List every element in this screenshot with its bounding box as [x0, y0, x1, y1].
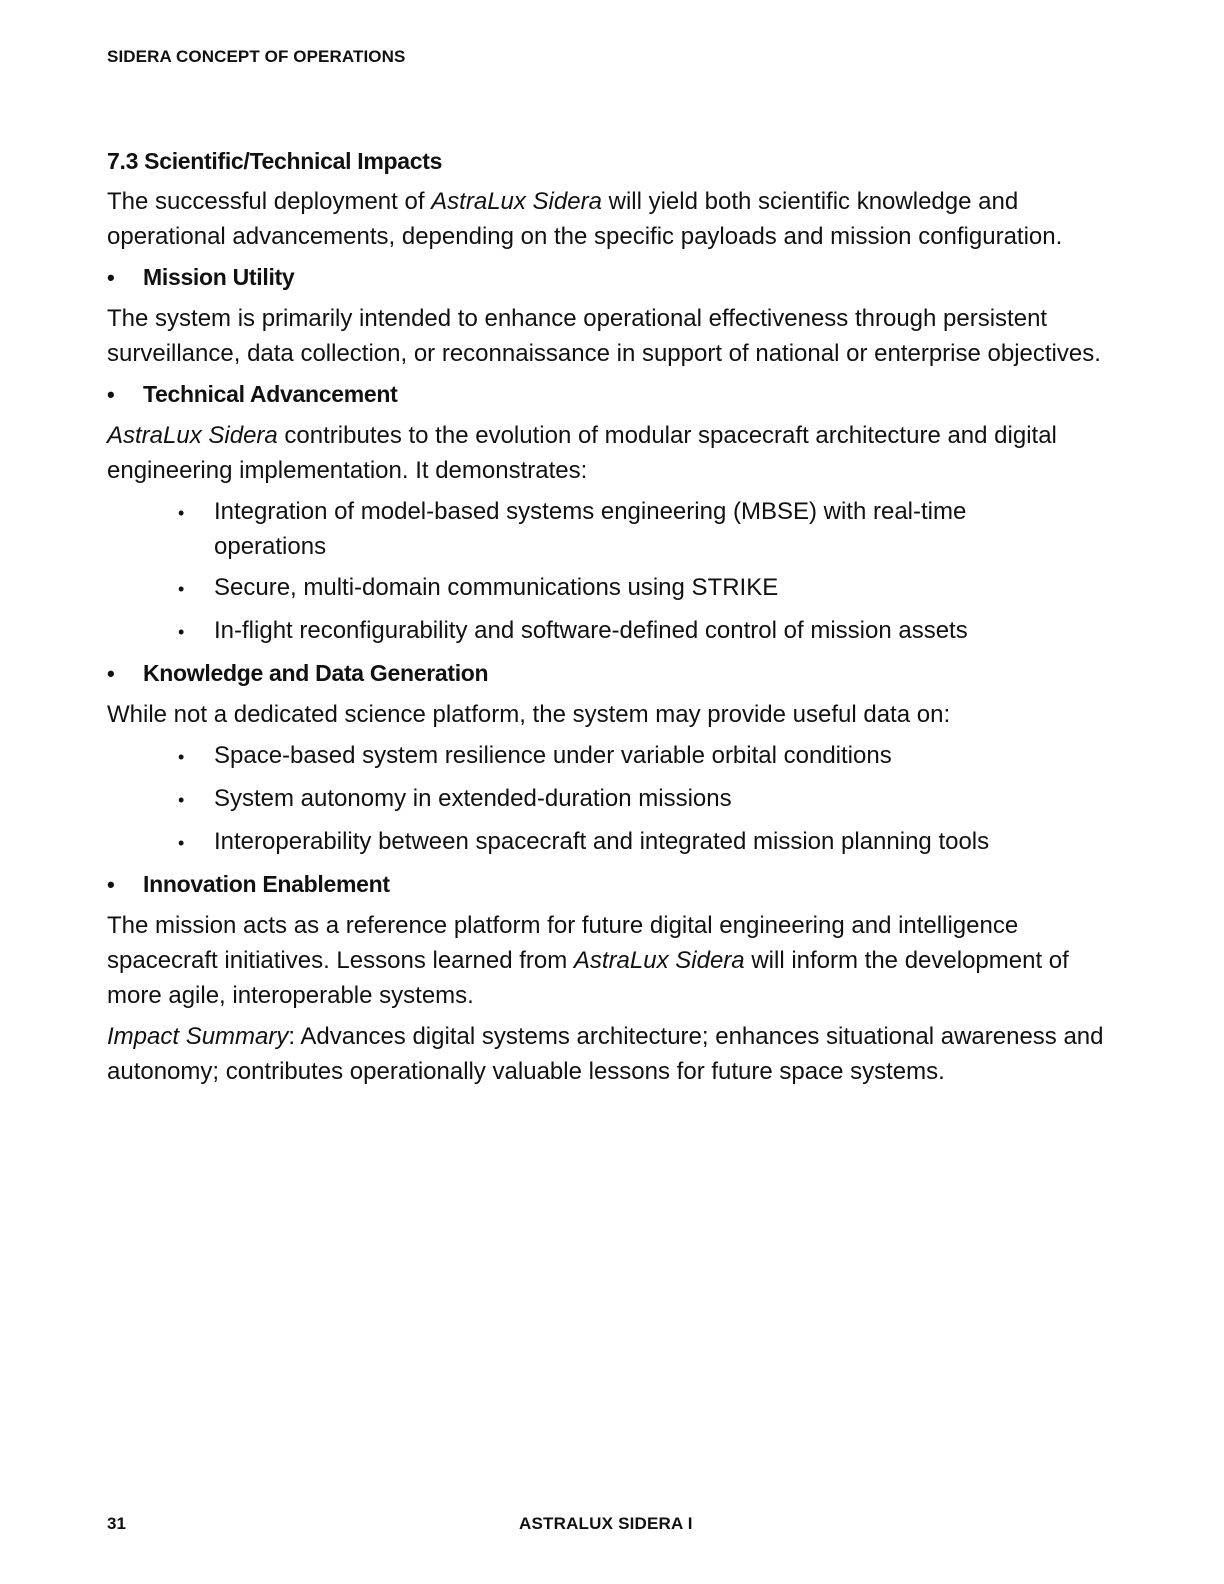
bullet-heading-label: Mission Utility [143, 264, 295, 290]
bullet-icon: • [178, 503, 185, 523]
list-item-text: In-flight reconfigurability and software-defined control of mission assets [214, 617, 968, 644]
innovation-text-end: will inform the development of more agile, interoperable systems. [107, 947, 1069, 1009]
bullet-icon: • [107, 872, 115, 897]
bullet-heading-label: Innovation Enablement [143, 871, 390, 897]
knowledge-data-body: While not a dedicated science platform, the system may provide useful data on: [107, 701, 951, 728]
bullet-icon: • [178, 579, 185, 599]
technical-advancement-list [107, 494, 1107, 650]
list-item [178, 494, 1107, 564]
page-content [107, 144, 1107, 1095]
technical-advancement-body [107, 418, 1107, 488]
bullet-icon: • [107, 382, 115, 407]
bullet-heading-label: Knowledge and Data Generation [143, 660, 489, 686]
page-number: 31 [107, 1514, 126, 1533]
intro-text-start: The successful deployment of [107, 188, 432, 215]
technical-advancement-text: contributes to the evolution of modular spacecraft architecture and digital engineering implementation. It demonstrates: [107, 422, 1057, 484]
intro-text-end: will yield both scientific knowledge and operational advancements, depending on the specific payloads and mission configuration. [107, 188, 1063, 250]
section-heading: 7.3 Scientific/Technical Impacts [107, 148, 443, 174]
list-item-text: System autonomy in extended-duration missions [214, 785, 732, 812]
section-intro [107, 184, 1107, 254]
list-item-text: Integration of model-based systems engineering (MBSE) with real-time operations [214, 498, 967, 560]
footer-doc-title: ASTRALUX SIDERA I [519, 1514, 693, 1533]
bullet-icon: • [107, 661, 115, 686]
knowledge-data-list [107, 738, 1107, 861]
impact-summary [107, 1019, 1107, 1089]
list-item [178, 781, 1107, 818]
bullet-icon: • [178, 747, 185, 767]
mission-utility-body: The system is primarily intended to enhance operational effectiveness through persistent surveillance, data collection, or reconnaissance in support of national or enterprise objectives. [107, 305, 1101, 367]
intro-mission-name: AstraLux Sidera [431, 188, 602, 215]
list-item-text: Interoperability between spacecraft and integrated mission planning tools [214, 828, 990, 855]
bullet-icon: • [178, 833, 185, 853]
impact-summary-text: : Advances digital systems architecture; enhances situational awareness and autonomy; contributes operationally valuable lessons for future space systems. [107, 1023, 1104, 1085]
mission-name: AstraLux Sidera [573, 947, 745, 974]
impact-summary-label: Impact Summary [107, 1023, 289, 1050]
list-item [178, 613, 1107, 650]
running-header: SIDERA CONCEPT OF OPERATIONS [107, 47, 406, 66]
bullet-heading-mission-utility [107, 260, 1107, 295]
bullet-heading-innovation [107, 867, 1107, 902]
innovation-text-start: The mission acts as a reference platform for future digital engineering and intelligence spacecraft initiatives. Lessons learned from [107, 912, 1019, 974]
list-item-text: Secure, multi-domain communications using STRIKE [214, 574, 779, 601]
list-item [178, 570, 1107, 607]
list-item [178, 824, 1107, 861]
bullet-icon: • [178, 622, 185, 642]
list-item [178, 738, 1107, 775]
innovation-body [107, 908, 1107, 1013]
bullet-heading-label: Technical Advancement [143, 381, 398, 407]
mission-name: AstraLux Sidera [107, 422, 278, 449]
bullet-icon: • [178, 790, 185, 810]
bullet-heading-knowledge-data [107, 656, 1107, 691]
list-item-text: Space-based system resilience under variable orbital conditions [214, 742, 892, 769]
bullet-heading-technical-advancement [107, 377, 1107, 412]
bullet-icon: • [107, 265, 115, 290]
